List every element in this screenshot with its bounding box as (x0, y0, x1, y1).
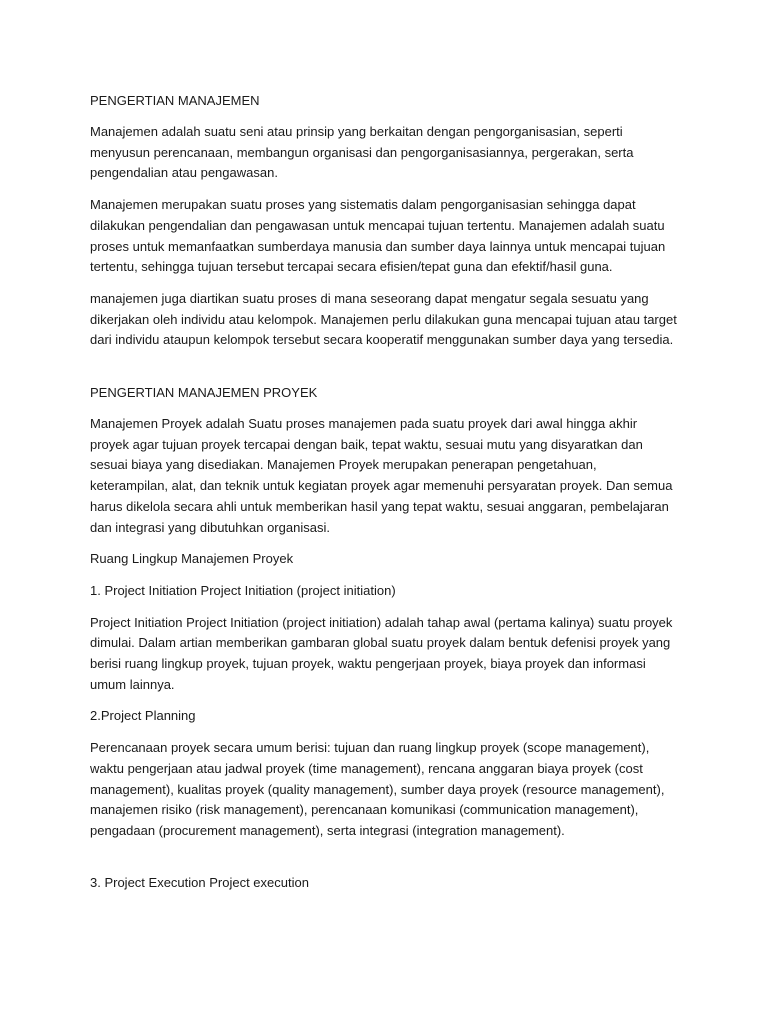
list-item-title: 1. Project Initiation Project Initiation (project initiation) (90, 582, 396, 598)
document-page (90, 90, 678, 893)
subheading-ruang-lingkup: Ruang Lingkup Manajemen Proyek (90, 551, 294, 567)
paragraph: Manajemen Proyek adalah Suatu proses manajemen pada suatu proyek dari awal hingga akhir proyek agar tujuan proyek tercapai dengan baik, tepat waktu, sesuai mutu yang disyaratkan dan sesuai biaya yang disediakan. Manajemen Proyek merupakan penerapan pengetahuan, keterampilan, alat, dan teknik untuk kegiatan proyek agar memenuhi persyaratan proyek. Dan semua harus dikelola secara ahli untuk memberikan hasil yang tepat waktu, sesuai anggaran, pembelajaran dan integrasi yang dibutuhkan organisasi. (90, 416, 673, 535)
paragraph: Project Initiation Project Initiation (project initiation) adalah tahap awal (pertama kalinya) suatu proyek dimulai. Dalam artian memberikan gambaran global suatu proyek dalam bentuk defenisi proyek yang berisi ruang lingkup proyek, tujuan proyek, waktu pengerjaan proyek, biaya proyek dan informasi umum lainnya. (90, 614, 673, 692)
section-heading-manajemen: PENGERTIAN MANAJEMEN (90, 93, 260, 108)
section-heading-manajemen-proyek: PENGERTIAN MANAJEMEN PROYEK (90, 385, 318, 401)
paragraph: Perencanaan proyek secara umum berisi: tujuan dan ruang lingkup proyek (scope management), waktu pengerjaan atau jadwal proyek (time management), rencana anggaran biaya proyek (cost management), kualitas proyek (quality management), sumber daya proyek (resource management), manajemen risiko (risk management), perencanaan komunikasi (communication management), pengadaan (procurement management), serta integrasi (integration management). (90, 740, 665, 838)
list-item-title: 2.Project Planning (90, 708, 196, 724)
paragraph: manajemen juga diartikan suatu proses di mana seseorang dapat mengatur segala sesuatu yang dikerjakan oleh individu atau kelompok. Manajemen perlu dilakukan guna mencapai tujuan atau target dari individu ataupun kelompok tersebut secara kooperatif menggunakan sumber daya yang tersedia. (90, 290, 677, 348)
paragraph: Manajemen merupakan suatu proses yang sistematis dalam pengorganisasian sehingga dapat dilakukan pengendalian dan pengawasan untuk mencapai tujuan tertentu. Manajemen adalah suatu proses untuk memanfaatkan sumberdaya manusia dan sumber daya lainnya untuk mencapai tujuan tertentu, sehingga tujuan tersebut tercapai secara efisien/tepat guna dan efektif/hasil guna. (90, 197, 666, 275)
paragraph: Manajemen adalah suatu seni atau prinsip yang berkaitan dengan pengorganisasian, seperti menyusun perencanaan, membangun organisasi dan pengorganisasiannya, pergerakan, serta pengendalian atau pengawasan. (90, 124, 634, 181)
list-item-title: 3. Project Execution Project execution (90, 874, 309, 890)
